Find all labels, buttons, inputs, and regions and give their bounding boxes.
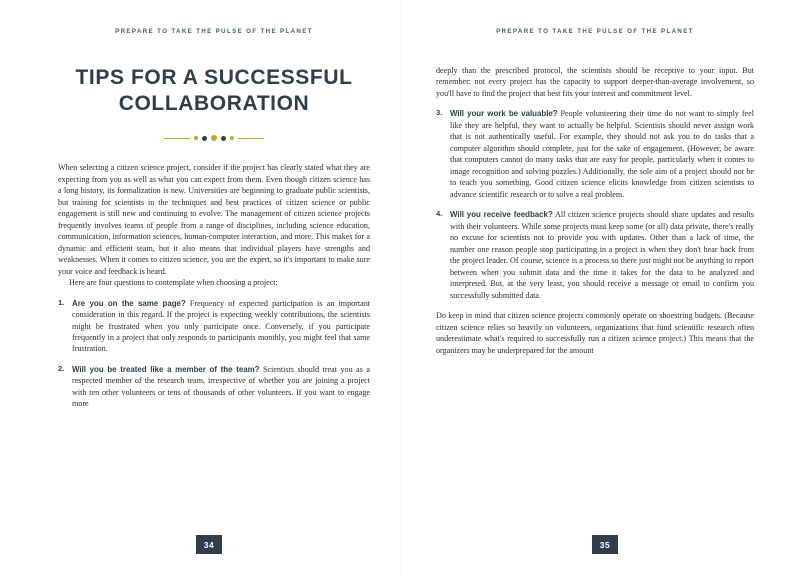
ornament-dot-5 <box>230 136 234 140</box>
question-text: Scientists should treat you as a respected member of the research team, irrespective of whether you are joining a project with ten other volunteers or tens of thousands of other volunteers. If you want to engage more <box>72 364 370 409</box>
question-lead: Are you on the same page? <box>72 298 186 308</box>
page-title: TIPS FOR A SUCCESSFUL COLLABORATION <box>75 66 353 115</box>
list-item <box>58 364 370 410</box>
list-item <box>436 108 754 200</box>
ornament-divider <box>58 133 370 143</box>
ornament-dot-3 <box>211 135 217 141</box>
running-head-right: PREPARE TO TAKE THE PULSE OF THE PLANET <box>496 28 694 35</box>
right-page <box>400 0 800 576</box>
question-text: Frequency of expected participation is an important consideration in this regard. If the project is expecting weekly contributions, the scientists might be frustrated when you only participate once. Conversely, if you participate frequently in a project that only responds to participants monthly, you might feel that same frustration. <box>72 298 370 354</box>
paragraph: Do keep in mind that citizen science projects commonly operate on shoestring budgets. (Because citizen science relies so heavily on volunteers, organizations that fund scientific research often underestimate what's required to successfully run a citizen science project.) This means that the organizers may be underprepared for the amount <box>436 311 754 355</box>
ornament-dot-2 <box>202 136 207 141</box>
ornament-line-right <box>238 138 264 139</box>
running-head-left: PREPARE TO TAKE THE PULSE OF THE PLANET <box>115 28 313 35</box>
paragraph: Here are four questions to contemplate when choosing a project: <box>69 278 278 288</box>
list-item <box>58 298 370 355</box>
ornament-line-left <box>164 138 190 139</box>
question-text: People volunteering their time do not want to simply feel like they are helpful, they want to actually be helpful. Scientists should never assign work that is not authentically useful. For example, they should not ask you to do tasks that a computer algorithm should complete, just for the sake of engagement. (However, be aware that computers cannot do many tasks that are easy for people, particularly when it comes to image recognition and solving puzzles.) Additionally, the sole aim of a project should not be to teach you something. Good citizen science elicits knowledge from citizen scientists to advance scientific research or to solve a real problem. <box>450 109 754 199</box>
list-item <box>436 209 754 301</box>
paragraph: When selecting a citizen science project, consider if the project has clearly stated what they are expecting from you as well as what you can expect from them. Even though citizen science has a long history, its formalization is new. Universities are beginning to graduate public scientists, but training for scientists in the techniques and best practices of citizen science or public engagement is still new and continuing to evolve. The management of citizen science projects frequently involves teams of people from a range of disciplines, including science education, communication, information sciences, human-computer interaction, and more. This makes for a dynamic and efficient team, but it also means that individual players have strengths and weaknesses. When it comes to citizen science, you are the expert, so it's important to make sure your voice and feedback is heard. <box>58 163 370 276</box>
ornament-dot-4 <box>221 136 226 141</box>
question-text: All citizen science projects should share updates and results with their volunteers. While some projects must keep some (or all) data private, there's really no excuse for scientists not to provide you with updates. Other than a lack of time, the number one reason people stop participating in a project is when they don't hear back from the project leader. Of course, science is a process so there just might not be anything to report between when you submit data and the time it takes for the data to be analyzed and interpreted. But, at the very least, you should receive a message or email to confirm you successfully submitted data. <box>450 210 754 300</box>
question-lead: Will you be treated like a member of the team? <box>72 364 260 374</box>
paragraph: deeply than the prescribed protocol, the scientists should be receptive to your input. But remember: not every project has the capacity to support deeper-than-average involvement, so you'll have to find the project that best fits your interest and commitment level. <box>436 66 754 98</box>
question-list-right <box>436 108 754 301</box>
question-list-left <box>58 298 370 410</box>
question-lead: Will your work be valuable? <box>450 109 558 119</box>
page-number-left: 34 <box>196 535 222 554</box>
ornament-dot-1 <box>194 136 198 140</box>
paragraph-spacer <box>436 301 754 310</box>
question-lead: Will you receive feedback? <box>450 210 553 220</box>
page-number-right: 35 <box>592 535 618 554</box>
